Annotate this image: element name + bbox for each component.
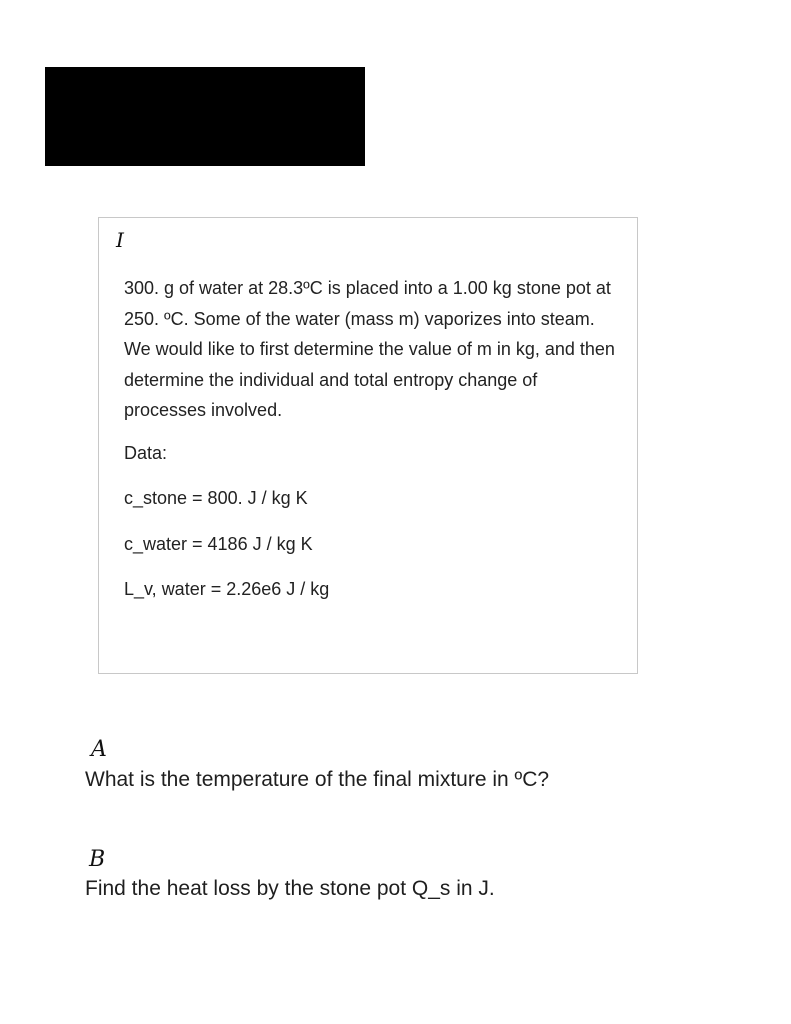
- data-item-c-stone: c_stone = 800. J / kg K: [124, 488, 308, 508]
- handwritten-mark-b: B: [89, 847, 106, 872]
- problem-statement: 300. g of water at 28.3ºC is placed into a 1.00 kg stone pot at 250. ºC. Some of the water (mass m) vaporizes into steam. We would like to first determine the value of m in kg, and then determine the individual and total entropy change of processes involved.: [124, 278, 615, 420]
- question-a: What is the temperature of the final mixture in ºC?: [85, 768, 550, 791]
- redaction-block: [45, 67, 365, 166]
- problem-box: [98, 217, 638, 674]
- handwritten-mark-a: A: [91, 737, 107, 762]
- data-item-c-water: c_water = 4186 J / kg K: [124, 534, 313, 554]
- handwritten-part-mark: I: [116, 228, 124, 252]
- data-item-latent-heat: L_v, water = 2.26e6 J / kg: [124, 579, 330, 599]
- data-heading: Data:: [124, 443, 168, 463]
- question-b: Find the heat loss by the stone pot Q_s in J.: [85, 877, 495, 900]
